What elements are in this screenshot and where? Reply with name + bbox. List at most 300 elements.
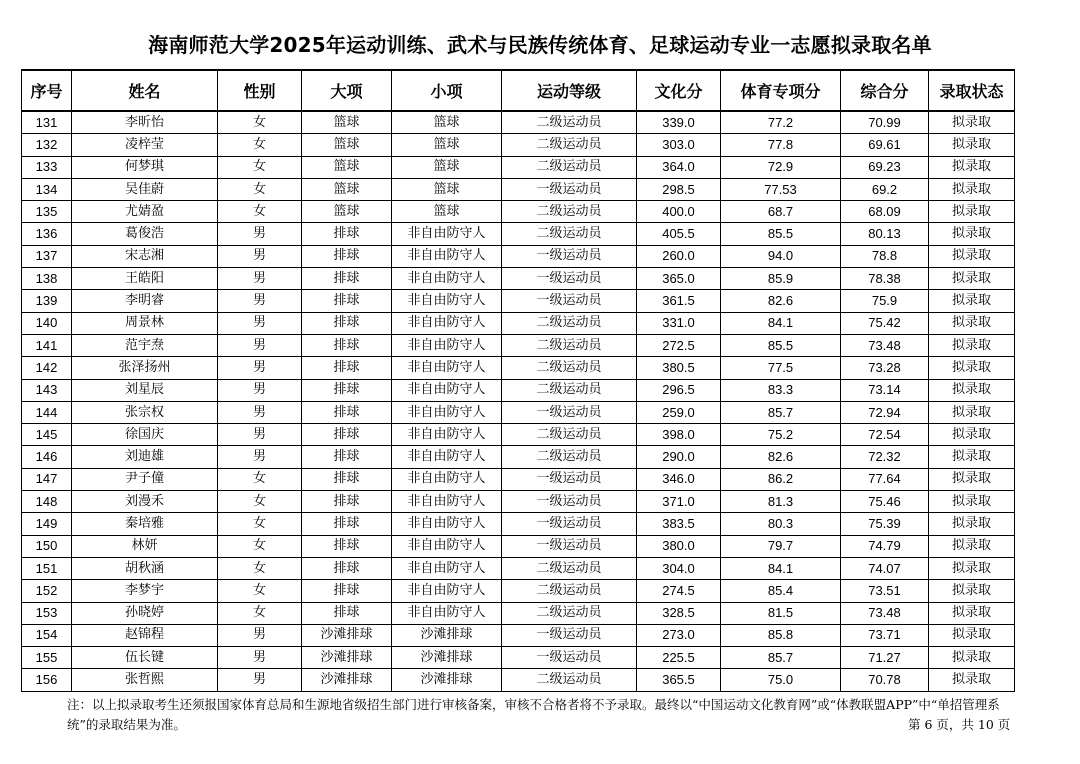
col-header-sub-sport: 小项: [392, 70, 502, 111]
cell-sport-score: 72.9: [721, 156, 841, 178]
table-row: [22, 111, 1015, 134]
table-row: [22, 134, 1015, 156]
cell-gender: 女: [218, 178, 302, 200]
cell-status: 拟录取: [929, 312, 1015, 334]
cell-sub-sport: 篮球: [392, 111, 502, 134]
cell-name: 张宗权: [72, 401, 218, 423]
cell-major-sport: 排球: [302, 312, 392, 334]
cell-sport-score: 84.1: [721, 557, 841, 579]
cell-culture-score: 365.5: [637, 669, 721, 691]
cell-gender: 男: [218, 334, 302, 356]
col-header-status: 录取状态: [929, 70, 1015, 111]
cell-culture-score: 346.0: [637, 468, 721, 490]
cell-name: 刘星辰: [72, 379, 218, 401]
cell-sub-sport: 非自由防守人: [392, 357, 502, 379]
cell-total-score: 73.28: [841, 357, 929, 379]
cell-status: 拟录取: [929, 111, 1015, 134]
cell-total-score: 74.79: [841, 535, 929, 557]
cell-athlete-level: 一级运动员: [502, 268, 637, 290]
cell-athlete-level: 一级运动员: [502, 290, 637, 312]
cell-sub-sport: 非自由防守人: [392, 401, 502, 423]
cell-athlete-level: 二级运动员: [502, 424, 637, 446]
cell-major-sport: 排球: [302, 535, 392, 557]
cell-sport-score: 85.9: [721, 268, 841, 290]
cell-gender: 女: [218, 134, 302, 156]
table-row: [22, 178, 1015, 200]
cell-sub-sport: 非自由防守人: [392, 290, 502, 312]
cell-sub-sport: 篮球: [392, 201, 502, 223]
cell-status: 拟录取: [929, 491, 1015, 513]
cell-status: 拟录取: [929, 134, 1015, 156]
cell-sub-sport: 非自由防守人: [392, 424, 502, 446]
cell-sport-score: 77.8: [721, 134, 841, 156]
cell-athlete-level: 一级运动员: [502, 513, 637, 535]
cell-name: 李昕怡: [72, 111, 218, 134]
cell-culture-score: 260.0: [637, 245, 721, 267]
cell-index: 142: [22, 357, 72, 379]
cell-gender: 男: [218, 268, 302, 290]
cell-gender: 男: [218, 401, 302, 423]
table-row: [22, 245, 1015, 267]
cell-name: 李明睿: [72, 290, 218, 312]
cell-sport-score: 81.3: [721, 491, 841, 513]
table-row: [22, 513, 1015, 535]
cell-major-sport: 排球: [302, 468, 392, 490]
cell-culture-score: 398.0: [637, 424, 721, 446]
cell-status: 拟录取: [929, 557, 1015, 579]
cell-athlete-level: 一级运动员: [502, 401, 637, 423]
cell-total-score: 75.39: [841, 513, 929, 535]
cell-athlete-level: 二级运动员: [502, 557, 637, 579]
cell-major-sport: 排球: [302, 334, 392, 356]
cell-total-score: 73.71: [841, 624, 929, 646]
cell-athlete-level: 二级运动员: [502, 446, 637, 468]
table-row: [22, 312, 1015, 334]
table-row: [22, 156, 1015, 178]
cell-sport-score: 77.5: [721, 357, 841, 379]
cell-sport-score: 82.6: [721, 446, 841, 468]
cell-athlete-level: 一级运动员: [502, 647, 637, 669]
col-header-sport-score: 体育专项分: [721, 70, 841, 111]
table-row: [22, 379, 1015, 401]
cell-total-score: 71.27: [841, 647, 929, 669]
cell-gender: 女: [218, 201, 302, 223]
cell-index: 137: [22, 245, 72, 267]
cell-major-sport: 排球: [302, 357, 392, 379]
cell-name: 尤婧盈: [72, 201, 218, 223]
cell-total-score: 75.9: [841, 290, 929, 312]
cell-name: 周景林: [72, 312, 218, 334]
cell-major-sport: 排球: [302, 580, 392, 602]
cell-sport-score: 83.3: [721, 379, 841, 401]
cell-sport-score: 77.2: [721, 111, 841, 134]
cell-gender: 男: [218, 446, 302, 468]
cell-name: 何梦琪: [72, 156, 218, 178]
cell-athlete-level: 一级运动员: [502, 624, 637, 646]
cell-sport-score: 77.53: [721, 178, 841, 200]
cell-major-sport: 排球: [302, 245, 392, 267]
table-row: [22, 446, 1015, 468]
cell-major-sport: 沙滩排球: [302, 624, 392, 646]
cell-major-sport: 排球: [302, 401, 392, 423]
table-row: [22, 401, 1015, 423]
cell-culture-score: 361.5: [637, 290, 721, 312]
cell-sub-sport: 非自由防守人: [392, 223, 502, 245]
cell-index: 136: [22, 223, 72, 245]
cell-gender: 男: [218, 624, 302, 646]
table-row: [22, 580, 1015, 602]
cell-index: 139: [22, 290, 72, 312]
cell-gender: 男: [218, 312, 302, 334]
table-row: [22, 290, 1015, 312]
cell-total-score: 80.13: [841, 223, 929, 245]
cell-index: 133: [22, 156, 72, 178]
cell-index: 132: [22, 134, 72, 156]
table-row: [22, 334, 1015, 356]
cell-sub-sport: 篮球: [392, 178, 502, 200]
cell-athlete-level: 二级运动员: [502, 134, 637, 156]
cell-name: 葛俊浩: [72, 223, 218, 245]
cell-total-score: 70.78: [841, 669, 929, 691]
cell-total-score: 73.14: [841, 379, 929, 401]
cell-status: 拟录取: [929, 602, 1015, 624]
cell-name: 张泽扬州: [72, 357, 218, 379]
cell-sport-score: 82.6: [721, 290, 841, 312]
cell-culture-score: 328.5: [637, 602, 721, 624]
cell-major-sport: 排球: [302, 268, 392, 290]
cell-culture-score: 225.5: [637, 647, 721, 669]
cell-sport-score: 75.2: [721, 424, 841, 446]
cell-athlete-level: 二级运动员: [502, 334, 637, 356]
cell-culture-score: 365.0: [637, 268, 721, 290]
cell-index: 138: [22, 268, 72, 290]
cell-gender: 男: [218, 245, 302, 267]
cell-index: 141: [22, 334, 72, 356]
cell-status: 拟录取: [929, 334, 1015, 356]
cell-athlete-level: 二级运动员: [502, 312, 637, 334]
table-header-row: [22, 70, 1015, 111]
table-row: [22, 535, 1015, 557]
cell-culture-score: 331.0: [637, 312, 721, 334]
cell-major-sport: 排球: [302, 602, 392, 624]
cell-status: 拟录取: [929, 357, 1015, 379]
cell-sub-sport: 非自由防守人: [392, 602, 502, 624]
page-number: 第 6 页，共 10 页: [908, 717, 1011, 732]
cell-culture-score: 259.0: [637, 401, 721, 423]
cell-index: 156: [22, 669, 72, 691]
cell-total-score: 69.23: [841, 156, 929, 178]
cell-sub-sport: 非自由防守人: [392, 245, 502, 267]
cell-index: 148: [22, 491, 72, 513]
cell-status: 拟录取: [929, 468, 1015, 490]
cell-name: 尹子僮: [72, 468, 218, 490]
cell-name: 凌梓莹: [72, 134, 218, 156]
cell-sport-score: 94.0: [721, 245, 841, 267]
cell-total-score: 77.64: [841, 468, 929, 490]
cell-athlete-level: 二级运动员: [502, 379, 637, 401]
cell-name: 张哲熙: [72, 669, 218, 691]
cell-culture-score: 380.0: [637, 535, 721, 557]
cell-name: 刘迪雄: [72, 446, 218, 468]
cell-culture-score: 303.0: [637, 134, 721, 156]
cell-gender: 女: [218, 602, 302, 624]
cell-index: 135: [22, 201, 72, 223]
cell-name: 赵锦程: [72, 624, 218, 646]
cell-name: 王皓阳: [72, 268, 218, 290]
cell-major-sport: 排球: [302, 424, 392, 446]
cell-culture-score: 290.0: [637, 446, 721, 468]
cell-gender: 男: [218, 379, 302, 401]
cell-gender: 女: [218, 156, 302, 178]
cell-index: 145: [22, 424, 72, 446]
table-row: [22, 268, 1015, 290]
cell-athlete-level: 二级运动员: [502, 602, 637, 624]
cell-culture-score: 364.0: [637, 156, 721, 178]
cell-culture-score: 304.0: [637, 557, 721, 579]
col-header-athlete-level: 运动等级: [502, 70, 637, 111]
cell-gender: 女: [218, 513, 302, 535]
cell-name: 孙晓婷: [72, 602, 218, 624]
cell-sub-sport: 非自由防守人: [392, 268, 502, 290]
admission-table: [21, 69, 1015, 692]
cell-sport-score: 68.7: [721, 201, 841, 223]
cell-total-score: 68.09: [841, 201, 929, 223]
table-row: [22, 468, 1015, 490]
cell-total-score: 72.94: [841, 401, 929, 423]
cell-gender: 男: [218, 223, 302, 245]
cell-culture-score: 274.5: [637, 580, 721, 602]
cell-total-score: 78.8: [841, 245, 929, 267]
cell-name: 胡秋涵: [72, 557, 218, 579]
table-row: [22, 624, 1015, 646]
cell-name: 宋志湘: [72, 245, 218, 267]
cell-culture-score: 371.0: [637, 491, 721, 513]
cell-status: 拟录取: [929, 669, 1015, 691]
cell-athlete-level: 二级运动员: [502, 111, 637, 134]
cell-name: 刘漫禾: [72, 491, 218, 513]
table-row: [22, 357, 1015, 379]
cell-total-score: 75.46: [841, 491, 929, 513]
cell-athlete-level: 二级运动员: [502, 156, 637, 178]
cell-gender: 女: [218, 535, 302, 557]
cell-sport-score: 85.7: [721, 401, 841, 423]
col-header-gender: 性别: [218, 70, 302, 111]
cell-status: 拟录取: [929, 223, 1015, 245]
cell-sub-sport: 非自由防守人: [392, 379, 502, 401]
cell-athlete-level: 一级运动员: [502, 178, 637, 200]
col-header-culture-score: 文化分: [637, 70, 721, 111]
cell-sub-sport: 篮球: [392, 134, 502, 156]
cell-sub-sport: 非自由防守人: [392, 446, 502, 468]
cell-culture-score: 405.5: [637, 223, 721, 245]
page-title: 海南师范大学2025年运动训练、武术与民族传统体育、足球运动专业一志愿拟录取名单: [148, 33, 932, 57]
cell-major-sport: 排球: [302, 290, 392, 312]
cell-status: 拟录取: [929, 647, 1015, 669]
cell-gender: 男: [218, 424, 302, 446]
cell-gender: 女: [218, 491, 302, 513]
cell-sub-sport: 沙滩排球: [392, 669, 502, 691]
cell-sport-score: 85.5: [721, 223, 841, 245]
cell-culture-score: 273.0: [637, 624, 721, 646]
footnote: 注：以上拟录取考生还须报国家体育总局和生源地省级招生部门进行审核备案，审核不合格者将不予录取。最终以“中国运动文化教育网”或“体教联盟APP”中“单招管理系统”的录取结果为准。: [67, 697, 1000, 732]
cell-sub-sport: 沙滩排球: [392, 647, 502, 669]
cell-status: 拟录取: [929, 156, 1015, 178]
cell-total-score: 78.38: [841, 268, 929, 290]
table-row: [22, 491, 1015, 513]
cell-sport-score: 84.1: [721, 312, 841, 334]
col-header-index: 序号: [22, 70, 72, 111]
cell-name: 伍长键: [72, 647, 218, 669]
cell-athlete-level: 二级运动员: [502, 580, 637, 602]
cell-status: 拟录取: [929, 424, 1015, 446]
cell-sport-score: 75.0: [721, 669, 841, 691]
cell-index: 147: [22, 468, 72, 490]
cell-gender: 男: [218, 647, 302, 669]
cell-sub-sport: 非自由防守人: [392, 513, 502, 535]
table-row: [22, 223, 1015, 245]
cell-status: 拟录取: [929, 401, 1015, 423]
cell-gender: 女: [218, 111, 302, 134]
cell-status: 拟录取: [929, 178, 1015, 200]
cell-sport-score: 86.2: [721, 468, 841, 490]
cell-sub-sport: 非自由防守人: [392, 580, 502, 602]
cell-gender: 女: [218, 580, 302, 602]
cell-status: 拟录取: [929, 379, 1015, 401]
cell-index: 146: [22, 446, 72, 468]
cell-name: 林妍: [72, 535, 218, 557]
cell-name: 范宇焘: [72, 334, 218, 356]
cell-status: 拟录取: [929, 513, 1015, 535]
cell-sub-sport: 非自由防守人: [392, 312, 502, 334]
cell-culture-score: 272.5: [637, 334, 721, 356]
cell-sub-sport: 篮球: [392, 156, 502, 178]
table-row: [22, 647, 1015, 669]
cell-culture-score: 339.0: [637, 111, 721, 134]
cell-gender: 男: [218, 290, 302, 312]
cell-major-sport: 排球: [302, 513, 392, 535]
cell-index: 155: [22, 647, 72, 669]
table-row: [22, 557, 1015, 579]
col-header-name: 姓名: [72, 70, 218, 111]
cell-name: 秦培雅: [72, 513, 218, 535]
cell-index: 151: [22, 557, 72, 579]
cell-status: 拟录取: [929, 290, 1015, 312]
table-row: [22, 424, 1015, 446]
cell-sport-score: 85.5: [721, 334, 841, 356]
cell-index: 134: [22, 178, 72, 200]
cell-name: 李梦宇: [72, 580, 218, 602]
cell-major-sport: 排球: [302, 223, 392, 245]
cell-name: 吴佳蔚: [72, 178, 218, 200]
table-row: [22, 669, 1015, 691]
cell-major-sport: 沙滩排球: [302, 669, 392, 691]
col-header-total-score: 综合分: [841, 70, 929, 111]
cell-index: 149: [22, 513, 72, 535]
cell-status: 拟录取: [929, 268, 1015, 290]
cell-sport-score: 85.4: [721, 580, 841, 602]
cell-total-score: 74.07: [841, 557, 929, 579]
cell-name: 徐国庆: [72, 424, 218, 446]
cell-athlete-level: 一级运动员: [502, 535, 637, 557]
cell-status: 拟录取: [929, 245, 1015, 267]
cell-sport-score: 85.8: [721, 624, 841, 646]
cell-sport-score: 80.3: [721, 513, 841, 535]
cell-major-sport: 排球: [302, 557, 392, 579]
cell-index: 152: [22, 580, 72, 602]
cell-athlete-level: 二级运动员: [502, 223, 637, 245]
cell-gender: 女: [218, 468, 302, 490]
cell-major-sport: 沙滩排球: [302, 647, 392, 669]
cell-total-score: 75.42: [841, 312, 929, 334]
col-header-major-sport: 大项: [302, 70, 392, 111]
cell-athlete-level: 二级运动员: [502, 201, 637, 223]
cell-sport-score: 81.5: [721, 602, 841, 624]
cell-total-score: 70.99: [841, 111, 929, 134]
cell-athlete-level: 一级运动员: [502, 491, 637, 513]
cell-major-sport: 篮球: [302, 111, 392, 134]
cell-sub-sport: 沙滩排球: [392, 624, 502, 646]
cell-gender: 男: [218, 669, 302, 691]
cell-athlete-level: 一级运动员: [502, 245, 637, 267]
cell-culture-score: 383.5: [637, 513, 721, 535]
cell-index: 150: [22, 535, 72, 557]
cell-major-sport: 篮球: [302, 156, 392, 178]
cell-sub-sport: 非自由防守人: [392, 334, 502, 356]
cell-index: 153: [22, 602, 72, 624]
cell-index: 144: [22, 401, 72, 423]
cell-major-sport: 篮球: [302, 201, 392, 223]
cell-culture-score: 298.5: [637, 178, 721, 200]
cell-index: 131: [22, 111, 72, 134]
cell-sub-sport: 非自由防守人: [392, 491, 502, 513]
cell-total-score: 69.2: [841, 178, 929, 200]
cell-major-sport: 篮球: [302, 134, 392, 156]
cell-status: 拟录取: [929, 535, 1015, 557]
cell-status: 拟录取: [929, 580, 1015, 602]
cell-culture-score: 380.5: [637, 357, 721, 379]
cell-status: 拟录取: [929, 446, 1015, 468]
cell-index: 143: [22, 379, 72, 401]
table-row: [22, 602, 1015, 624]
cell-sub-sport: 非自由防守人: [392, 535, 502, 557]
cell-gender: 女: [218, 557, 302, 579]
cell-gender: 男: [218, 357, 302, 379]
cell-total-score: 73.48: [841, 602, 929, 624]
cell-total-score: 69.61: [841, 134, 929, 156]
cell-index: 154: [22, 624, 72, 646]
cell-status: 拟录取: [929, 624, 1015, 646]
cell-major-sport: 排球: [302, 491, 392, 513]
cell-athlete-level: 二级运动员: [502, 357, 637, 379]
cell-total-score: 73.51: [841, 580, 929, 602]
cell-sub-sport: 非自由防守人: [392, 468, 502, 490]
cell-major-sport: 篮球: [302, 178, 392, 200]
cell-major-sport: 排球: [302, 379, 392, 401]
cell-sport-score: 79.7: [721, 535, 841, 557]
cell-culture-score: 400.0: [637, 201, 721, 223]
cell-athlete-level: 二级运动员: [502, 669, 637, 691]
cell-total-score: 73.48: [841, 334, 929, 356]
cell-total-score: 72.54: [841, 424, 929, 446]
cell-sub-sport: 非自由防守人: [392, 557, 502, 579]
cell-athlete-level: 一级运动员: [502, 468, 637, 490]
table-body: [22, 111, 1015, 691]
cell-status: 拟录取: [929, 201, 1015, 223]
cell-major-sport: 排球: [302, 446, 392, 468]
cell-total-score: 72.32: [841, 446, 929, 468]
cell-culture-score: 296.5: [637, 379, 721, 401]
cell-sport-score: 85.7: [721, 647, 841, 669]
